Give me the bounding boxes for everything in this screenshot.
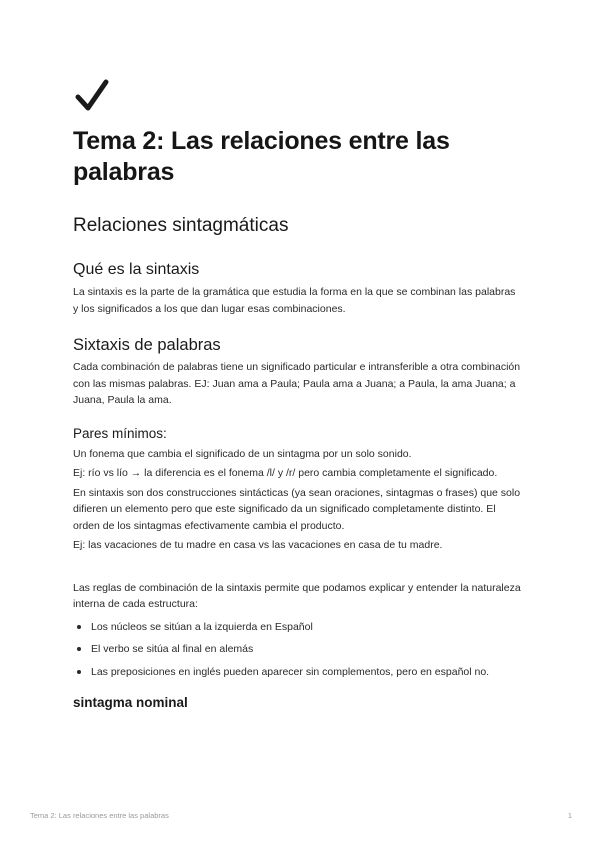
checkmark-icon [74,78,110,114]
heading-pares-minimos: Pares mínimos: [73,425,167,441]
page-footer [30,811,572,820]
list-item-text: El verbo se sitúa al final en alemás [91,643,254,655]
page-number: 1 [567,811,572,820]
heading-sixtaxis-de-palabras: Sixtaxis de palabras [73,336,221,354]
paragraph-pares-3: En sintaxis son dos construcciones sintácticas (ya sean oraciones, sintagmas o frases) que solo difieren un elemento pero que este significado da un significado completamente distinto. El orden de los sintagmas efectivamente cambia el producto. [73,486,521,532]
heading-relaciones-sintagmaticas: Relaciones sintagmáticas [73,215,289,236]
paragraph-pares-1: Un fonema que cambia el significado de un sintagma por un solo sonido. [73,447,412,460]
page-title: Tema 2: Las relaciones entre las palabras [73,127,450,186]
list-item-text: Las preposiciones en inglés pueden aparecer sin complementos, pero en español no. [91,665,490,678]
list-item [73,619,523,636]
paragraph-que-es: La sintaxis es la parte de la gramática que estudia la forma en la que se combinan las palabras y los significados a los que dan lugar esas combinaciones. [73,286,516,315]
list-item [73,641,523,658]
list-item [73,664,523,681]
footer-title: Tema 2: Las relaciones entre las palabras [30,811,169,820]
list-item-text: Los núcleos se sitúan a la izquierda en Español [91,620,313,633]
bullet-icon [77,670,81,674]
paragraph-pares-4: Ej: las vacaciones de tu madre en casa vs las vacaciones en casa de tu madre. [73,539,443,551]
bullet-icon [77,625,81,629]
paragraph-pares-2: Ej: río vs lío → la diferencia es el fonema /l/ y /r/ pero cambia completamente el significado. [73,467,498,479]
document-page [73,78,523,711]
bullet-icon [77,647,81,651]
heading-sintagma-nominal: sintagma nominal [73,695,188,710]
paragraph-sixtaxis: Cada combinación de palabras tiene un significado particular e intransferible a otra combinación con las mismas palabras. EJ: Juan ama a Paula; Paula ama a Juana; a Paula, la ama Juana; a Juana, Paula la ama. [73,361,521,406]
heading-que-es-la-sintaxis: Qué es la sintaxis [73,261,200,278]
rules-list [73,619,523,681]
paragraph-reglas: Las reglas de combinación de la sintaxis permite que podamos explicar y entender la naturaleza interna de cada estructura: [73,581,521,610]
